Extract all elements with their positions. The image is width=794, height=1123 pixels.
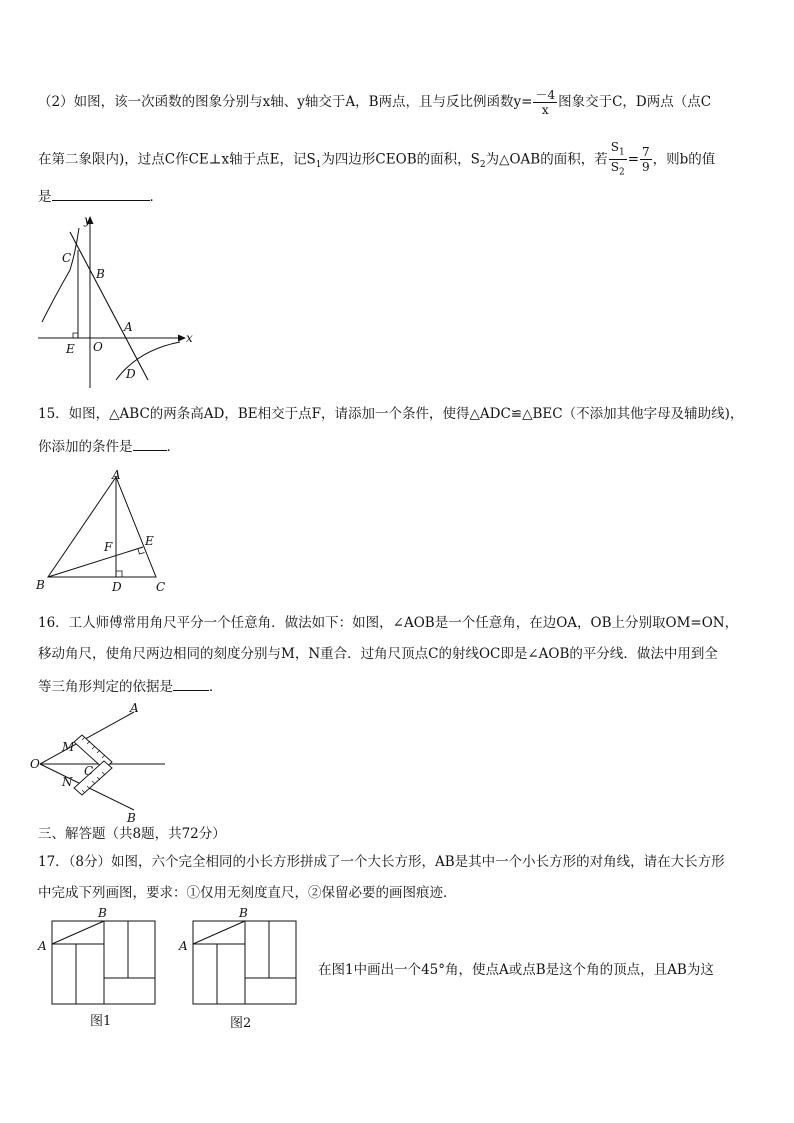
- label-o: O: [93, 340, 103, 354]
- q16-line1: 16．工人师傅常用角尺平分一个任意角．做法如下：如图，∠AOB是一个任意角，在边OA，OB上分别取OM=ON，: [38, 615, 739, 631]
- diagonal-ab: [193, 921, 245, 944]
- label-e: E: [66, 342, 75, 356]
- label-b: B: [36, 578, 45, 592]
- label-f: F: [104, 540, 113, 554]
- q14-fraction-ratio: $\frac{7}{9}$: [642, 145, 650, 175]
- q14-text: （2）如图，该一次函数的图象分别与x轴、y轴交于A，B两点，且与反比例函数y=: [38, 94, 533, 110]
- label-d: D: [112, 580, 122, 594]
- label-b: B: [239, 906, 248, 920]
- triangle-abc: [48, 477, 156, 577]
- label-c: C: [84, 764, 94, 778]
- answer-blank[interactable]: [133, 436, 167, 451]
- figure2-caption: 图2: [230, 1016, 252, 1031]
- hyperbola-branch-left: [42, 228, 79, 322]
- line-ab: [70, 232, 148, 380]
- q15-line2: 你添加的条件是 ．: [38, 436, 180, 457]
- q14-figure: [30, 210, 200, 395]
- label-a: A: [112, 468, 121, 482]
- q14-line2: 在第二象限内)，过点C作CE⊥x轴于点E，记$S_1$为四边形CEOB的面积，$S_2$为△OAB的面积，若 $\frac{S_1}{S_2}$ = $\frac{7}{9}$ ，则b的值: [38, 140, 716, 178]
- answer-blank[interactable]: [52, 186, 150, 201]
- label-d: D: [126, 367, 136, 381]
- q17-line2: 中完成下列画图，要求：①仅用无刻度直尺，②保留必要的画图痕迹．: [38, 885, 457, 901]
- q16-figure: [30, 700, 180, 825]
- label-m: M: [62, 740, 75, 754]
- q14-fraction-s: $\frac{S_1}{S_2}$: [610, 140, 625, 178]
- label-a: A: [124, 320, 133, 334]
- label-a: A: [179, 939, 188, 953]
- answer-blank[interactable]: [173, 676, 209, 691]
- q14-line3: 是 ．: [38, 186, 163, 207]
- q17-figure1: [36, 906, 161, 1008]
- label-c: C: [156, 580, 166, 594]
- label-e: E: [145, 534, 154, 548]
- right-angle-e: [138, 549, 145, 554]
- q15-line1: 15．如图，△ABC的两条高AD，BE相交于点F，请添加一个条件，使得△ADC≌△BEC（不添加其他字母及辅助线)，: [38, 406, 744, 422]
- label-n: N: [62, 775, 73, 789]
- label-c: C: [62, 251, 72, 265]
- label-b: B: [127, 811, 136, 825]
- ray-oa: [40, 712, 134, 764]
- right-angle-d: [116, 571, 122, 577]
- label-y: y: [84, 213, 91, 227]
- q14-line1: （2）如图，该一次函数的图象分别与x轴、y轴交于A，B两点，且与反比例函数y= $\frac{-4}{x}$ 图象交于C，D两点（点C: [38, 88, 712, 117]
- q16-line2: 移动角尺，使角尺两边相同的刻度分别与M，N重合．过角尺顶点C的射线OC即是∠AOB的平分线．做法中用到全: [38, 646, 718, 662]
- figure1-caption: 图1: [90, 1014, 112, 1029]
- right-angle-e: [73, 333, 78, 338]
- section-heading: 三、解答题（共8题，共72分）: [38, 826, 226, 842]
- x-axis-arrow: [178, 335, 186, 342]
- label-x: x: [186, 331, 193, 345]
- altitude-be: [48, 547, 143, 577]
- q17-side-text: 在图1中画出一个45°角，使点A或点B是这个角的顶点，且AB为这: [318, 962, 714, 978]
- diagonal-ab: [52, 921, 104, 944]
- q17-figure2: [177, 906, 302, 1008]
- label-b: B: [96, 267, 105, 281]
- q15-figure: [30, 465, 180, 595]
- q16-line3: 等三角形判定的依据是 ．: [38, 676, 223, 697]
- label-o: O: [30, 757, 40, 771]
- label-a: A: [130, 701, 139, 715]
- q14-fraction-k: $\frac{-4}{x}$: [535, 88, 556, 117]
- q17-line1: 17．（8分）如图，六个完全相同的小长方形拼成了一个大长方形，AB是其中一个小长方形的对角线，请在大长方形: [38, 854, 725, 870]
- label-a: A: [38, 939, 47, 953]
- label-b: B: [98, 906, 107, 920]
